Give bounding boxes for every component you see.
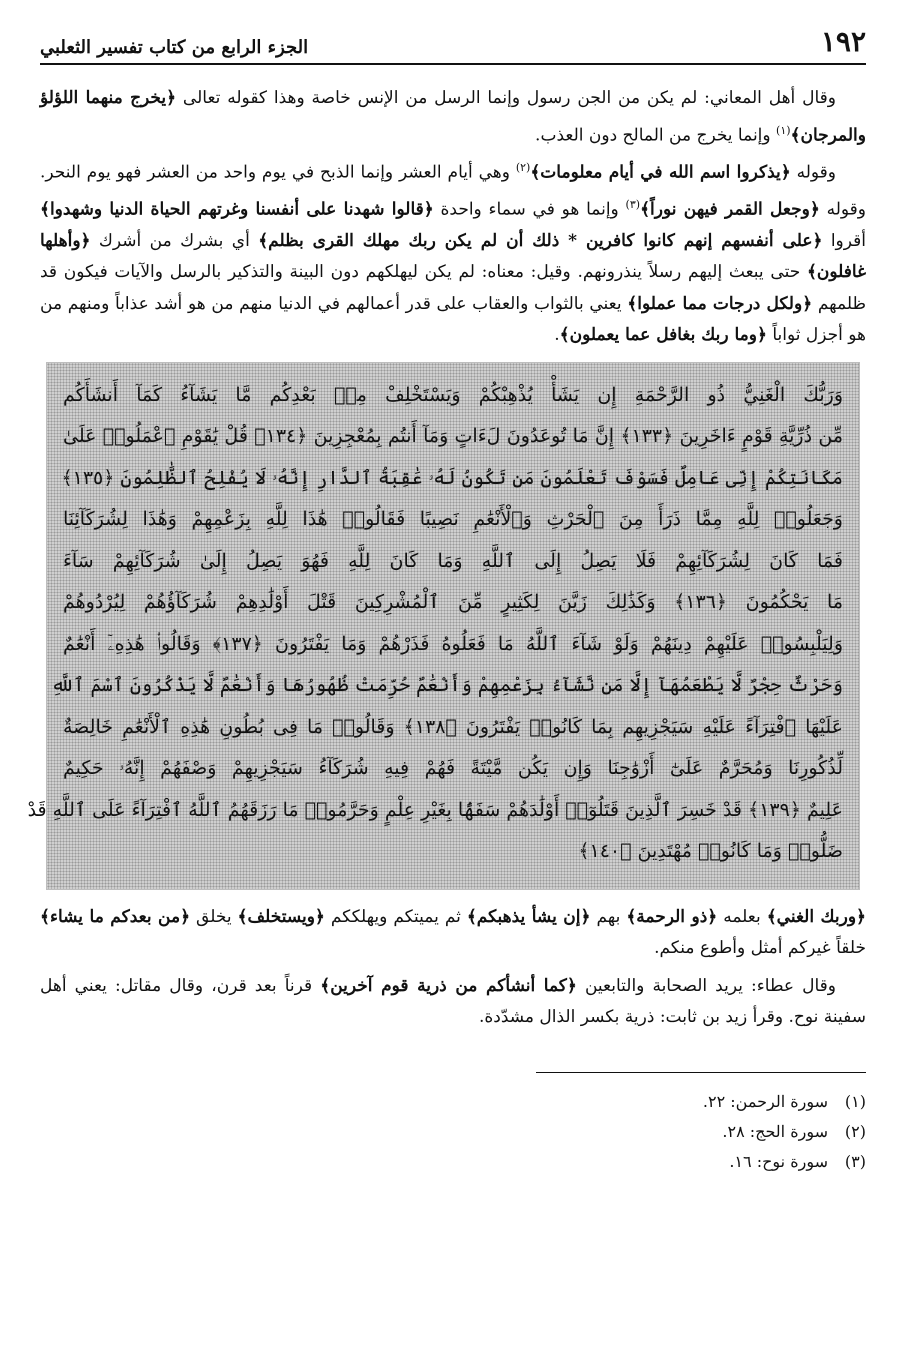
quran-verse-line: وَجَعَلُوا۟ لِلَّهِ مِمَّا ذَرَأَ مِنَ ٱلْحَرْثِ وَٱلْأَنْعَٰمِ نَصِيبًا فَقَالُوا۟ هَٰذَا لِلَّهِ بِزَعْمِهِمْ وَهَٰذَا لِشُرَكَآئِنَا [63, 508, 843, 531]
text-run: أي بشرك من أشرك [90, 230, 259, 251]
quran-quote: ﴿يخرج منهما اللؤلؤ والمرجان﴾ [40, 88, 866, 146]
paragraph-4 [40, 971, 866, 1034]
footnotes [40, 1087, 866, 1177]
quran-verse-line: عَلَيْهَا ٱفْتِرَآءً عَلَيْهِ سَيَجْزِيهِم بِمَا كَانُوا۟ يَفْتَرُونَ ﴿١٣٨﴾ وَقَالُوا۟ مَا فِى بُطُونِ هَٰذِهِ ٱلْأَنْعَٰمِ خَالِصَةٌ [63, 715, 843, 738]
quran-quote: ﴿قالوا شهدنا على أنفسنا وغرتهم الحياة الدنيا وشهدوا﴾ [40, 199, 434, 220]
running-title: الجزء الرابع من كتاب تفسير الثعلبي [40, 37, 309, 58]
footnote-separator [536, 1072, 866, 1073]
text-run: بعلمه [717, 906, 767, 927]
text-run: قرناً بعد قرن، وقال مقاتل: يعني أهل سفينة نوح. وقرأ زيد بن ثابت: ذرية بكسر الذال مشدّدة. [40, 975, 866, 1028]
text-run: وقوله [790, 162, 836, 183]
page-number: ١٩٢ [820, 25, 866, 58]
quran-verse-line: وَرَبُّكَ الْغَنِيُّ ذُو الرَّحْمَةِ إِن يَشَأْ يُذْهِبْكُمْ وَيَسْتَخْلِفْ مِنۢ بَعْدِكُم مَّا يَشَآءُ كَمَآ أَنشَأَكُم [63, 383, 843, 406]
quran-quote: ﴿على أنفسهم إنهم كانوا كافرين * ذلك أن لم يكن ربك مهلك القرى بظلم﴾ [258, 230, 823, 251]
quran-verse-line: ضَلُّوا۟ وَمَا كَانُوا۟ مُهْتَدِينَ ﴿١٤٠﴾ [578, 840, 843, 863]
quran-quote: ﴿كما أنشأكم من ذرية قوم آخرين﴾ [320, 975, 577, 996]
book-page [27, 24, 866, 1177]
quran-quote: ﴿ولكل درجات مما عملوا﴾ [627, 293, 813, 314]
footnote-number: (٣) [844, 1151, 866, 1171]
text-run: وإنما هو في سماء واحدة [433, 199, 626, 220]
quran-verse-line: عَلِيمٌ ﴿١٣٩﴾ قَدْ خَسِرَ ٱلَّذِينَ قَتَلُوٓا۟ أَوْلَٰدَهُمْ سَفَهًۢا بِغَيْرِ عِلْمٍ وَحَرَّمُوا۟ مَا رَزَقَهُمُ ٱللَّهُ ٱفْتِرَآءً عَلَى ٱللَّهِ قَدْ [27, 798, 843, 821]
quran-quote: ﴿يذكروا اسم الله في أيام معلومات﴾ [530, 162, 791, 183]
text-run: يخلق [190, 906, 238, 927]
quran-verse-line: فَمَا كَانَ لِشُرَكَآئِهِمْ فَلَا يَصِلُ إِلَى ٱللَّهِ وَمَا كَانَ لِلَّهِ فَهُوَ يَصِلُ إِلَىٰ شُرَكَآئِهِمْ سَآءَ [63, 549, 843, 572]
text-run: أقروا [822, 230, 866, 251]
quran-quote: ﴿إن يشأ يذهبكم﴾ [466, 906, 591, 927]
quran-verse-line: وَلِيَلْبِسُوا۟ عَلَيْهِمْ دِينَهُمْ وَلَوْ شَآءَ ٱللَّهُ مَا فَعَلُوهُ فَذَرْهُمْ وَمَا يَفْتَرُونَ ﴿١٣٧﴾ وَقَالُوا۟ هَٰذِهِۦٓ أَنْعَٰمٌ [63, 632, 843, 655]
text-run: يعني بالثواب والعقاب على قدر أعمالهم في الدنيا منهم من هو أشد عذاباً ومنهم من هو أجزل ثواباً [40, 293, 866, 346]
quran-verse-line: وَحَرْثٌ حِجْرٌ لَّا يَطْعَمُهَآ إِلَّا مَن نَّشَآءُ بِزَعْمِهِمْ وَأَنْعَٰمٌ حُرِّمَتْ ظُهُورُهَا وَأَنْعَٰمٌ لَّا يَذْكُرُونَ ٱسْمَ ٱللَّهِ [51, 674, 843, 697]
footnote-item [40, 1117, 866, 1147]
paragraph-2 [40, 152, 866, 352]
footnote-text: سورة الحج: ٢٨. [722, 1121, 828, 1141]
quran-quote: ﴿من بعدكم ما يشاء﴾ [40, 906, 191, 927]
footnote-text: سورة الرحمن: ٢٢. [702, 1091, 828, 1111]
footnote-text: سورة نوح: ١٦. [729, 1151, 828, 1171]
quran-quote: ﴿وأهلها غافلون﴾ [40, 230, 866, 283]
quran-verse-line: مَكَانَتِكُمْ إِنِّى عَامِلٌ فَسَوْفَ تَعْلَمُونَ مَن تَكُونُ لَهُۥ عَٰقِبَةُ ٱلدَّارِ إِنَّهُۥ لَا يُفْلِحُ ٱلظَّٰلِمُونَ ﴿١٣٥﴾ [61, 466, 843, 489]
quran-quote: ﴿ويستخلف﴾ [237, 906, 325, 927]
text-run: وهي أيام العشر وإنما الذبح في يوم واحد من العشر فهو يوم النحر. وقوله [40, 162, 866, 220]
quran-quote: ﴿ذو الرحمة﴾ [626, 906, 718, 927]
text-run: حتى يبعث إليهم رسلاً ينذرونهم. وقيل: معناه: لم يكن ليهلكهم دون البينة والتذكير بالرسل والآيات فيكون قد ظلمهم [40, 262, 866, 314]
footnote-number: (١) [844, 1091, 866, 1111]
text-run: وإنما يخرج من المالح دون العذب. [535, 125, 777, 146]
quran-verse-line: لِّذُكُورِنَا وَمُحَرَّمٌ عَلَىٰٓ أَزْوَٰجِنَا وَإِن يَكُن مَّيْتَةً فَهُمْ فِيهِ شُرَكَآءُ سَيَجْزِيهِمْ وَصْفَهُمْ إِنَّهُۥ حَكِيمٌ [63, 757, 843, 780]
quran-verse-line: مَا يَحْكُمُونَ ﴿١٣٦﴾ وَكَذَٰلِكَ زَيَّنَ لِكَثِيرٍ مِّنَ ٱلْمُشْرِكِينَ قَتْلَ أَوْلَٰدِهِمْ شُرَكَآؤُهُمْ لِيُرْدُوهُمْ [63, 591, 843, 614]
quran-verse-line: مِّن ذُرِّيَّةِ قَوْمٍ ءَاخَرِينَ ﴿١٣٣﴾ إِنَّ مَا تُوعَدُونَ لَءَاتٍ وَمَآ أَنتُم بِمُعْجِزِينَ ﴿١٣٤﴾ قُلْ يَٰقَوْمِ ٱعْمَلُوا۟ عَلَىٰ [63, 425, 843, 448]
text-run: . [554, 325, 560, 346]
paragraph-1 [40, 83, 866, 152]
text-run: وقال أهل المعاني: لم يكن من الجن رسول وإنما الرسل من الإنس خاصة وهذا كقوله تعالى [176, 88, 836, 108]
quran-verses-box [27, 362, 860, 890]
quran-quote: ﴿وجعل القمر فيهن نوراً﴾ [640, 199, 820, 220]
footnote-ref: (٣) [625, 197, 641, 211]
footnote-item [40, 1087, 866, 1117]
footnote-number: (٢) [844, 1121, 866, 1141]
quran-quote: ﴿وربك الغني﴾ [766, 906, 866, 927]
page-header [40, 24, 866, 65]
quran-quote: ﴿وما ربك بغافل عما يعملون﴾ [559, 325, 767, 346]
text-run: خلقاً غيركم أمثل وأطوع منكم. [654, 938, 866, 959]
footnote-ref: (١) [776, 123, 791, 137]
footnote-item [40, 1147, 866, 1177]
footnote-ref: (٢) [515, 160, 531, 174]
text-run: ثم يميتكم ويهلككم [324, 906, 467, 927]
text-run: بهم [590, 906, 627, 927]
text-run: وقال عطاء: يريد الصحابة والتابعين [576, 975, 836, 996]
paragraph-3 [40, 902, 866, 965]
